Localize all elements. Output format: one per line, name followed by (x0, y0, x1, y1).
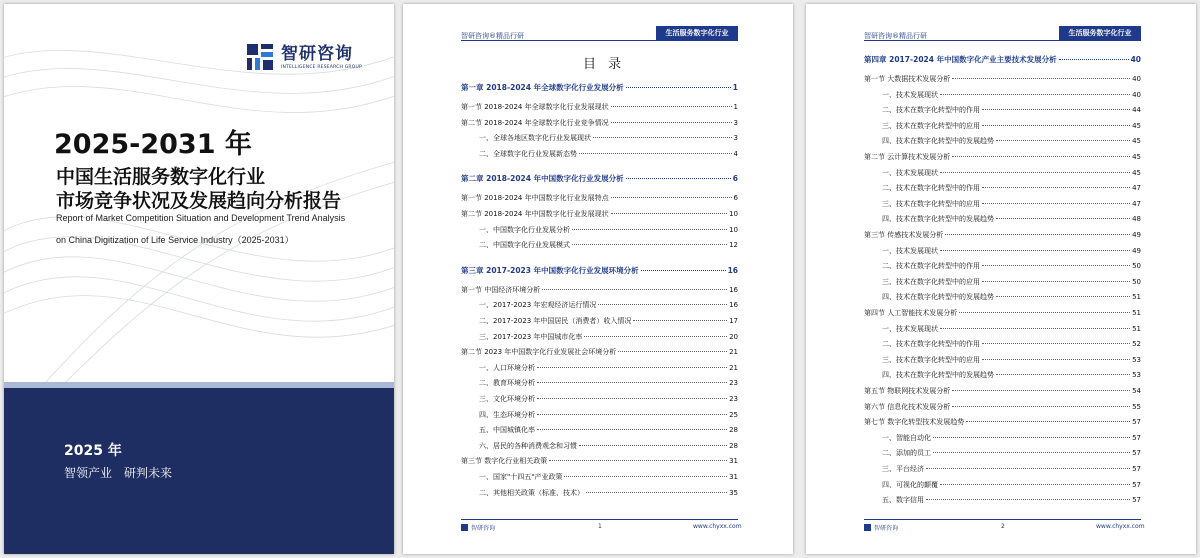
logo-tagline: INTELLIGENCE RESEARCH GROUP (281, 64, 362, 70)
toc-section-entry[interactable] (461, 209, 738, 220)
slogan-part2: 研判未来 (124, 466, 173, 480)
toc-entry-page: 45 (1132, 121, 1141, 130)
toc-leader-dots (572, 244, 727, 245)
toc-entry-title: 四、技术在数字化转型中的发展趋势 (882, 371, 994, 380)
toc-entry-page: 51 (1132, 293, 1141, 302)
toc-leader-dots (982, 343, 1130, 344)
toc-leader-dots (940, 172, 1130, 173)
toc-entry-page: 51 (1132, 324, 1141, 333)
slogan-part1: 智领产业 (64, 466, 113, 480)
toc-leader-dots (926, 468, 1130, 469)
cover-english-title-line1: Report of Market Competition Situation and Development Trend Analysis (56, 213, 346, 223)
toc-entry-title: 二、技术在数字化转型中的作用 (882, 340, 980, 349)
toc-section-entry[interactable] (864, 386, 1141, 397)
toc-leader-dots (996, 296, 1130, 297)
toc-subsection-entry[interactable] (864, 433, 1141, 444)
toc-leader-dots (537, 398, 727, 399)
toc-subsection-entry[interactable] (461, 133, 738, 144)
toc-subsection-entry[interactable] (864, 448, 1141, 459)
toc-entry-title: 二、中国数字化行业发展模式 (479, 241, 570, 250)
toc-entry-title: 第二节 2018-2024 年全球数字化行业竞争情况 (461, 118, 609, 127)
toc-leader-dots (996, 140, 1130, 141)
toc-subsection-entry[interactable] (864, 495, 1141, 506)
toc-subsection-entry[interactable] (461, 316, 738, 327)
toc-section-entry[interactable] (864, 308, 1141, 319)
toc-entry-page: 23 (729, 395, 738, 403)
toc-entry-page: 44 (1132, 106, 1141, 115)
toc-entry-page: 47 (1132, 184, 1141, 193)
toc-subsection-entry[interactable] (461, 410, 738, 421)
toc-section-entry[interactable] (864, 74, 1141, 85)
toc-entry-title: 第三节 数字化行业相关政策 (461, 457, 548, 466)
toc-chapter-entry[interactable] (864, 54, 1141, 65)
toc-entry-page: 28 (729, 441, 738, 450)
toc-entry-page: 12 (729, 241, 738, 250)
toc-entry-title: 第二节 云计算技术发展分析 (864, 153, 951, 161)
toc-leader-dots (940, 328, 1130, 329)
toc-entry-title: 一、全球各地区数字化行业发展现状 (479, 134, 591, 143)
toc-entry-page: 31 (729, 473, 738, 481)
toc-subsection-entry[interactable] (864, 464, 1141, 475)
toc-leader-dots (611, 106, 732, 107)
toc-subsection-entry[interactable] (461, 394, 738, 405)
cover-slogan (64, 464, 172, 481)
toc-leader-dots (926, 499, 1130, 500)
toc-leader-dots (945, 234, 1130, 235)
toc-section-entry[interactable] (864, 402, 1141, 413)
toc-entry-title: 一、智能自动化 (882, 433, 931, 442)
toc-section-entry[interactable] (461, 193, 738, 204)
cover-english-title-line2: on China Digitization of Life Service Industry（2025-2031） (56, 235, 294, 245)
toc-entry-page: 1 (732, 83, 738, 92)
toc-entry-page: 3 (733, 134, 738, 143)
toc-entry-page: 49 (1132, 246, 1141, 255)
toc-entry-title: 第一节 2018-2024 年全球数字化行业发展现状 (461, 103, 609, 111)
toc-entry-title: 三、平台经济 (882, 465, 924, 473)
toc-entry-title: 二、技术在数字化转型中的作用 (882, 106, 980, 115)
toc-page-2 (806, 4, 1196, 554)
page-header-right: 生活服务数字化行业 (656, 26, 738, 40)
toc-leader-dots (598, 304, 727, 305)
toc-entry-page: 45 (1132, 137, 1141, 146)
toc-leader-dots (626, 178, 731, 179)
toc-entry-page: 16 (729, 285, 738, 294)
toc-subsection-entry[interactable] (864, 339, 1141, 350)
toc-entry-title: 第二节 2018-2024 年中国数字化行业发展现状 (461, 210, 609, 218)
toc-subsection-entry[interactable] (461, 225, 738, 236)
page-number: 1 (598, 523, 602, 530)
toc-subsection-entry[interactable] (461, 378, 738, 389)
toc-entry-page: 31 (729, 457, 738, 466)
toc-heading: 目 录 (583, 57, 626, 72)
toc-subsection-entry[interactable] (461, 149, 738, 160)
toc-entry-title: 四、生态环境分析 (479, 410, 535, 419)
toc-subsection-entry[interactable] (864, 183, 1141, 194)
toc-entry-title: 第三节 传感技术发展分析 (864, 231, 944, 239)
toc-entry-title: 三、技术在数字化转型中的应用 (882, 277, 980, 286)
toc-entry-title: 二、技术在数字化转型中的作用 (882, 184, 980, 193)
toc-entry-title: 二、技术在数字化转型中的作用 (882, 262, 980, 271)
toc-entry-title: 六、居民的各种消费观念和习惯 (479, 441, 577, 450)
toc-entry-page: 57 (1132, 433, 1141, 442)
toc-leader-dots (633, 320, 727, 321)
toc-subsection-entry[interactable] (864, 370, 1141, 381)
toc-subsection-entry[interactable] (864, 136, 1141, 147)
toc-leader-dots (940, 250, 1130, 251)
toc-leader-dots (611, 213, 727, 214)
toc-entry-page: 25 (729, 410, 738, 419)
page-header-left: 智研咨询®精品行研 (864, 32, 927, 40)
footer-brand: 智研咨询 (874, 525, 899, 532)
toc-entry-page: 55 (1132, 402, 1141, 411)
toc-leader-dots (933, 452, 1130, 453)
toc-page-1 (403, 4, 793, 554)
cover-year: 2025 年 (64, 443, 122, 459)
toc-entry-page: 57 (1132, 465, 1141, 473)
toc-entry-page: 40 (1130, 55, 1141, 64)
page-footer-left (461, 523, 495, 532)
toc-entry-title: 二、2017-2023 年中国居民（消费者）收入情况 (479, 317, 632, 325)
toc-entry-page: 53 (1132, 371, 1141, 380)
toc-entry-page: 49 (1132, 231, 1141, 239)
toc-entry-title: 二、添加的员工 (882, 449, 931, 458)
toc-entry-page: 4 (733, 149, 738, 158)
toc-subsection-entry[interactable] (864, 324, 1141, 335)
logo (245, 42, 362, 72)
toc-entry-page: 57 (1132, 496, 1141, 505)
toc-entry-page: 6 (732, 174, 738, 184)
toc-subsection-entry[interactable] (461, 488, 738, 499)
toc-subsection-entry[interactable] (864, 355, 1141, 366)
toc-leader-dots (982, 125, 1130, 126)
toc-subsection-entry[interactable] (461, 332, 738, 343)
cover-year-range: 2025-2031 年 (54, 129, 252, 160)
toc-entry-title: 第一章 2018-2024 年全球数字化行业发展分析 (461, 83, 624, 92)
toc-entry-page: 28 (729, 426, 738, 435)
toc-entry-title: 二、教育环境分析 (479, 379, 535, 388)
toc-entry-title: 第二节 2023 年中国数字化行业发展社会环境分析 (461, 348, 617, 357)
toc-leader-dots (549, 460, 727, 461)
page-footer-left (864, 523, 898, 532)
toc-entry-title: 五、数字信用 (882, 496, 924, 505)
toc-leader-dots (626, 87, 731, 88)
toc-entry-page: 50 (1132, 262, 1141, 271)
toc-entry-title: 一、技术发展现状 (882, 246, 938, 255)
footer-divider (461, 519, 738, 520)
toc-leader-dots (952, 156, 1130, 157)
toc-entry-page: 45 (1132, 168, 1141, 177)
toc-entry-page: 40 (1132, 90, 1141, 99)
toc-leader-dots (982, 187, 1130, 188)
toc-subsection-entry[interactable] (864, 90, 1141, 101)
toc-entry-page: 35 (729, 488, 738, 497)
toc-subsection-entry[interactable] (864, 199, 1141, 210)
toc-chapter-entry[interactable] (461, 82, 738, 93)
page-footer-url[interactable]: www.chyxx.com (1096, 523, 1145, 530)
toc-leader-dots (537, 429, 727, 430)
toc-section-entry[interactable] (461, 456, 738, 467)
page-header-left: 智研咨询®精品行研 (461, 32, 524, 40)
toc-entry-title: 三、技术在数字化转型中的应用 (882, 355, 980, 364)
toc-entry-page: 57 (1132, 480, 1141, 489)
toc-entry-page: 57 (1132, 418, 1141, 427)
toc-entry-page: 47 (1132, 199, 1141, 208)
header-divider (461, 40, 738, 41)
cover-footer-band (4, 388, 394, 554)
toc-entry-page: 53 (1132, 355, 1141, 364)
toc-entry-title: 第四章 2017-2024 年中国数字化产业主要技术发展分析 (864, 55, 1057, 64)
toc-leader-dots (542, 289, 727, 290)
toc-entry-title: 三、2017-2023 年中国城市化率 (479, 332, 583, 341)
toc-entry-page: 16 (727, 265, 738, 275)
toc-entry-page: 57 (1132, 449, 1141, 458)
toc-entry-page: 10 (729, 225, 738, 234)
toc-leader-dots (572, 229, 727, 230)
toc-entry-title: 一、2017-2023 年宏观经济运行情况 (479, 301, 597, 310)
toc-subsection-entry[interactable] (461, 300, 738, 311)
toc-leader-dots (1059, 59, 1129, 60)
toc-entry-title: 第四节 人工智能技术发展分析 (864, 309, 958, 317)
toc-section-entry[interactable] (864, 417, 1141, 428)
toc-entry-page: 16 (729, 301, 738, 310)
logo-name: 智研咨询 (281, 43, 353, 64)
toc-entry-title: 三、技术在数字化转型中的应用 (882, 199, 980, 208)
toc-section-entry[interactable] (864, 152, 1141, 163)
toc-entry-title: 三、技术在数字化转型中的应用 (882, 121, 980, 130)
toc-entry-title: 一、技术发展现状 (882, 90, 938, 99)
toc-leader-dots (537, 367, 727, 368)
toc-subsection-entry[interactable] (461, 363, 738, 374)
toc-subsection-entry[interactable] (864, 214, 1141, 225)
toc-section-entry[interactable] (461, 118, 738, 129)
toc-entry-title: 一、国家"十四五"产业政策 (479, 473, 563, 481)
toc-leader-dots (593, 137, 732, 138)
toc-leader-dots (952, 406, 1130, 407)
logo-mark-icon (245, 42, 275, 72)
page-number: 2 (1001, 523, 1005, 530)
footer-brand: 智研咨询 (471, 525, 496, 532)
toc-entry-title: 第七节 数字化转型技术发展趋势 (864, 418, 965, 427)
toc-subsection-entry[interactable] (461, 240, 738, 251)
cover-title-line1: 中国生活服务数字化行业 (56, 166, 266, 188)
toc-section-entry[interactable] (864, 230, 1141, 241)
toc-leader-dots (537, 382, 727, 383)
toc-leader-dots (996, 218, 1130, 219)
toc-subsection-entry[interactable] (864, 292, 1141, 303)
toc-entry-title: 三、文化环境分析 (479, 395, 535, 403)
toc-entry-page: 54 (1132, 387, 1141, 395)
toc-leader-dots (618, 351, 727, 352)
toc-entry-title: 一、中国数字化行业发展分析 (479, 225, 570, 234)
toc-section-entry[interactable] (461, 347, 738, 358)
footer-logo-icon (864, 524, 871, 531)
toc-entry-page: 52 (1132, 340, 1141, 349)
toc-entry-title: 一、技术发展现状 (882, 168, 938, 177)
toc-section-entry[interactable] (461, 102, 738, 113)
footer-logo-icon (461, 524, 468, 531)
report-cover (4, 4, 394, 554)
toc-leader-dots (959, 312, 1130, 313)
toc-entry-title: 第五节 物联网技术发展分析 (864, 387, 951, 395)
toc-entry-page: 48 (1132, 215, 1141, 224)
toc-entry-title: 二、其他相关政策（标准、技术） (479, 488, 584, 497)
toc-entry-title: 第六节 信息化技术发展分析 (864, 402, 951, 411)
cover-title-line2: 市场竞争状况及发展趋向分析报告 (56, 190, 342, 212)
toc-entry-title: 第三章 2017-2023 年中国数字化行业发展环境分析 (461, 265, 639, 275)
toc-entry-title: 一、技术发展现状 (882, 324, 938, 333)
toc-entry-title: 第二章 2018-2024 年中国数字化行业发展分析 (461, 174, 624, 184)
toc-entry-page: 21 (729, 348, 738, 357)
toc-entry-page: 3 (733, 118, 738, 127)
toc-entry-page: 21 (729, 363, 738, 372)
toc-entry-page: 45 (1132, 153, 1141, 161)
toc-chapter-entry[interactable] (461, 173, 738, 184)
toc-entry-page: 50 (1132, 277, 1141, 286)
toc-subsection-entry[interactable] (864, 277, 1141, 288)
toc-entry-page: 51 (1132, 309, 1141, 317)
toc-leader-dots (564, 476, 727, 477)
toc-leader-dots (982, 359, 1130, 360)
toc-chapter-entry[interactable] (461, 265, 738, 276)
toc-entry-title: 二、全球数字化行业发展新态势 (479, 149, 577, 158)
toc-leader-dots (584, 336, 727, 337)
toc-leader-dots (579, 153, 732, 154)
toc-entry-page: 6 (733, 194, 738, 203)
toc-entry-title: 四、可视化的颠覆 (882, 480, 938, 489)
toc-leader-dots (982, 203, 1130, 204)
toc-leader-dots (996, 374, 1130, 375)
toc-leader-dots (933, 437, 1130, 438)
toc-leader-dots (940, 94, 1130, 95)
toc-subsection-entry[interactable] (864, 246, 1141, 257)
toc-subsection-entry[interactable] (864, 121, 1141, 132)
toc-subsection-entry[interactable] (864, 261, 1141, 272)
toc-entry-title: 四、技术在数字化转型中的发展趋势 (882, 215, 994, 224)
footer-divider (864, 519, 1141, 520)
toc-section-entry[interactable] (461, 285, 738, 296)
toc-leader-dots (982, 265, 1130, 266)
toc-leader-dots (952, 78, 1130, 79)
toc-subsection-entry[interactable] (461, 425, 738, 436)
toc-leader-dots (537, 414, 727, 415)
toc-leader-dots (966, 421, 1130, 422)
toc-entry-title: 第一节 2018-2024 年中国数字化行业发展特点 (461, 194, 609, 203)
toc-entry-title: 四、技术在数字化转型中的发展趋势 (882, 293, 994, 302)
toc-entry-page: 1 (733, 103, 738, 111)
header-divider (864, 40, 1141, 41)
page-header-right: 生活服务数字化行业 (1059, 26, 1141, 40)
toc-leader-dots (982, 281, 1130, 282)
page-footer-url[interactable]: www.chyxx.com (693, 523, 742, 530)
toc-leader-dots (982, 109, 1130, 110)
toc-entry-page: 20 (729, 332, 738, 341)
toc-leader-dots (579, 445, 727, 446)
toc-subsection-entry[interactable] (864, 168, 1141, 179)
toc-entry-title: 第一节 中国经济环境分析 (461, 285, 541, 294)
toc-entry-page: 40 (1132, 75, 1141, 83)
toc-subsection-entry[interactable] (864, 480, 1141, 491)
toc-leader-dots (952, 390, 1130, 391)
toc-entry-page: 10 (729, 210, 738, 218)
toc-leader-dots (586, 492, 727, 493)
toc-leader-dots (611, 122, 732, 123)
toc-leader-dots (641, 270, 726, 271)
toc-subsection-entry[interactable] (461, 472, 738, 483)
toc-leader-dots (611, 197, 732, 198)
toc-entry-page: 23 (729, 379, 738, 388)
toc-subsection-entry[interactable] (461, 441, 738, 452)
toc-entry-title: 第一节 大数据技术发展分析 (864, 75, 951, 83)
toc-entry-page: 17 (729, 317, 738, 325)
toc-entry-title: 四、技术在数字化转型中的发展趋势 (882, 137, 994, 146)
toc-subsection-entry[interactable] (864, 105, 1141, 116)
toc-entry-title: 五、中国城镇化率 (479, 426, 535, 435)
toc-leader-dots (940, 484, 1130, 485)
toc-entry-title: 一、人口环境分析 (479, 363, 535, 372)
